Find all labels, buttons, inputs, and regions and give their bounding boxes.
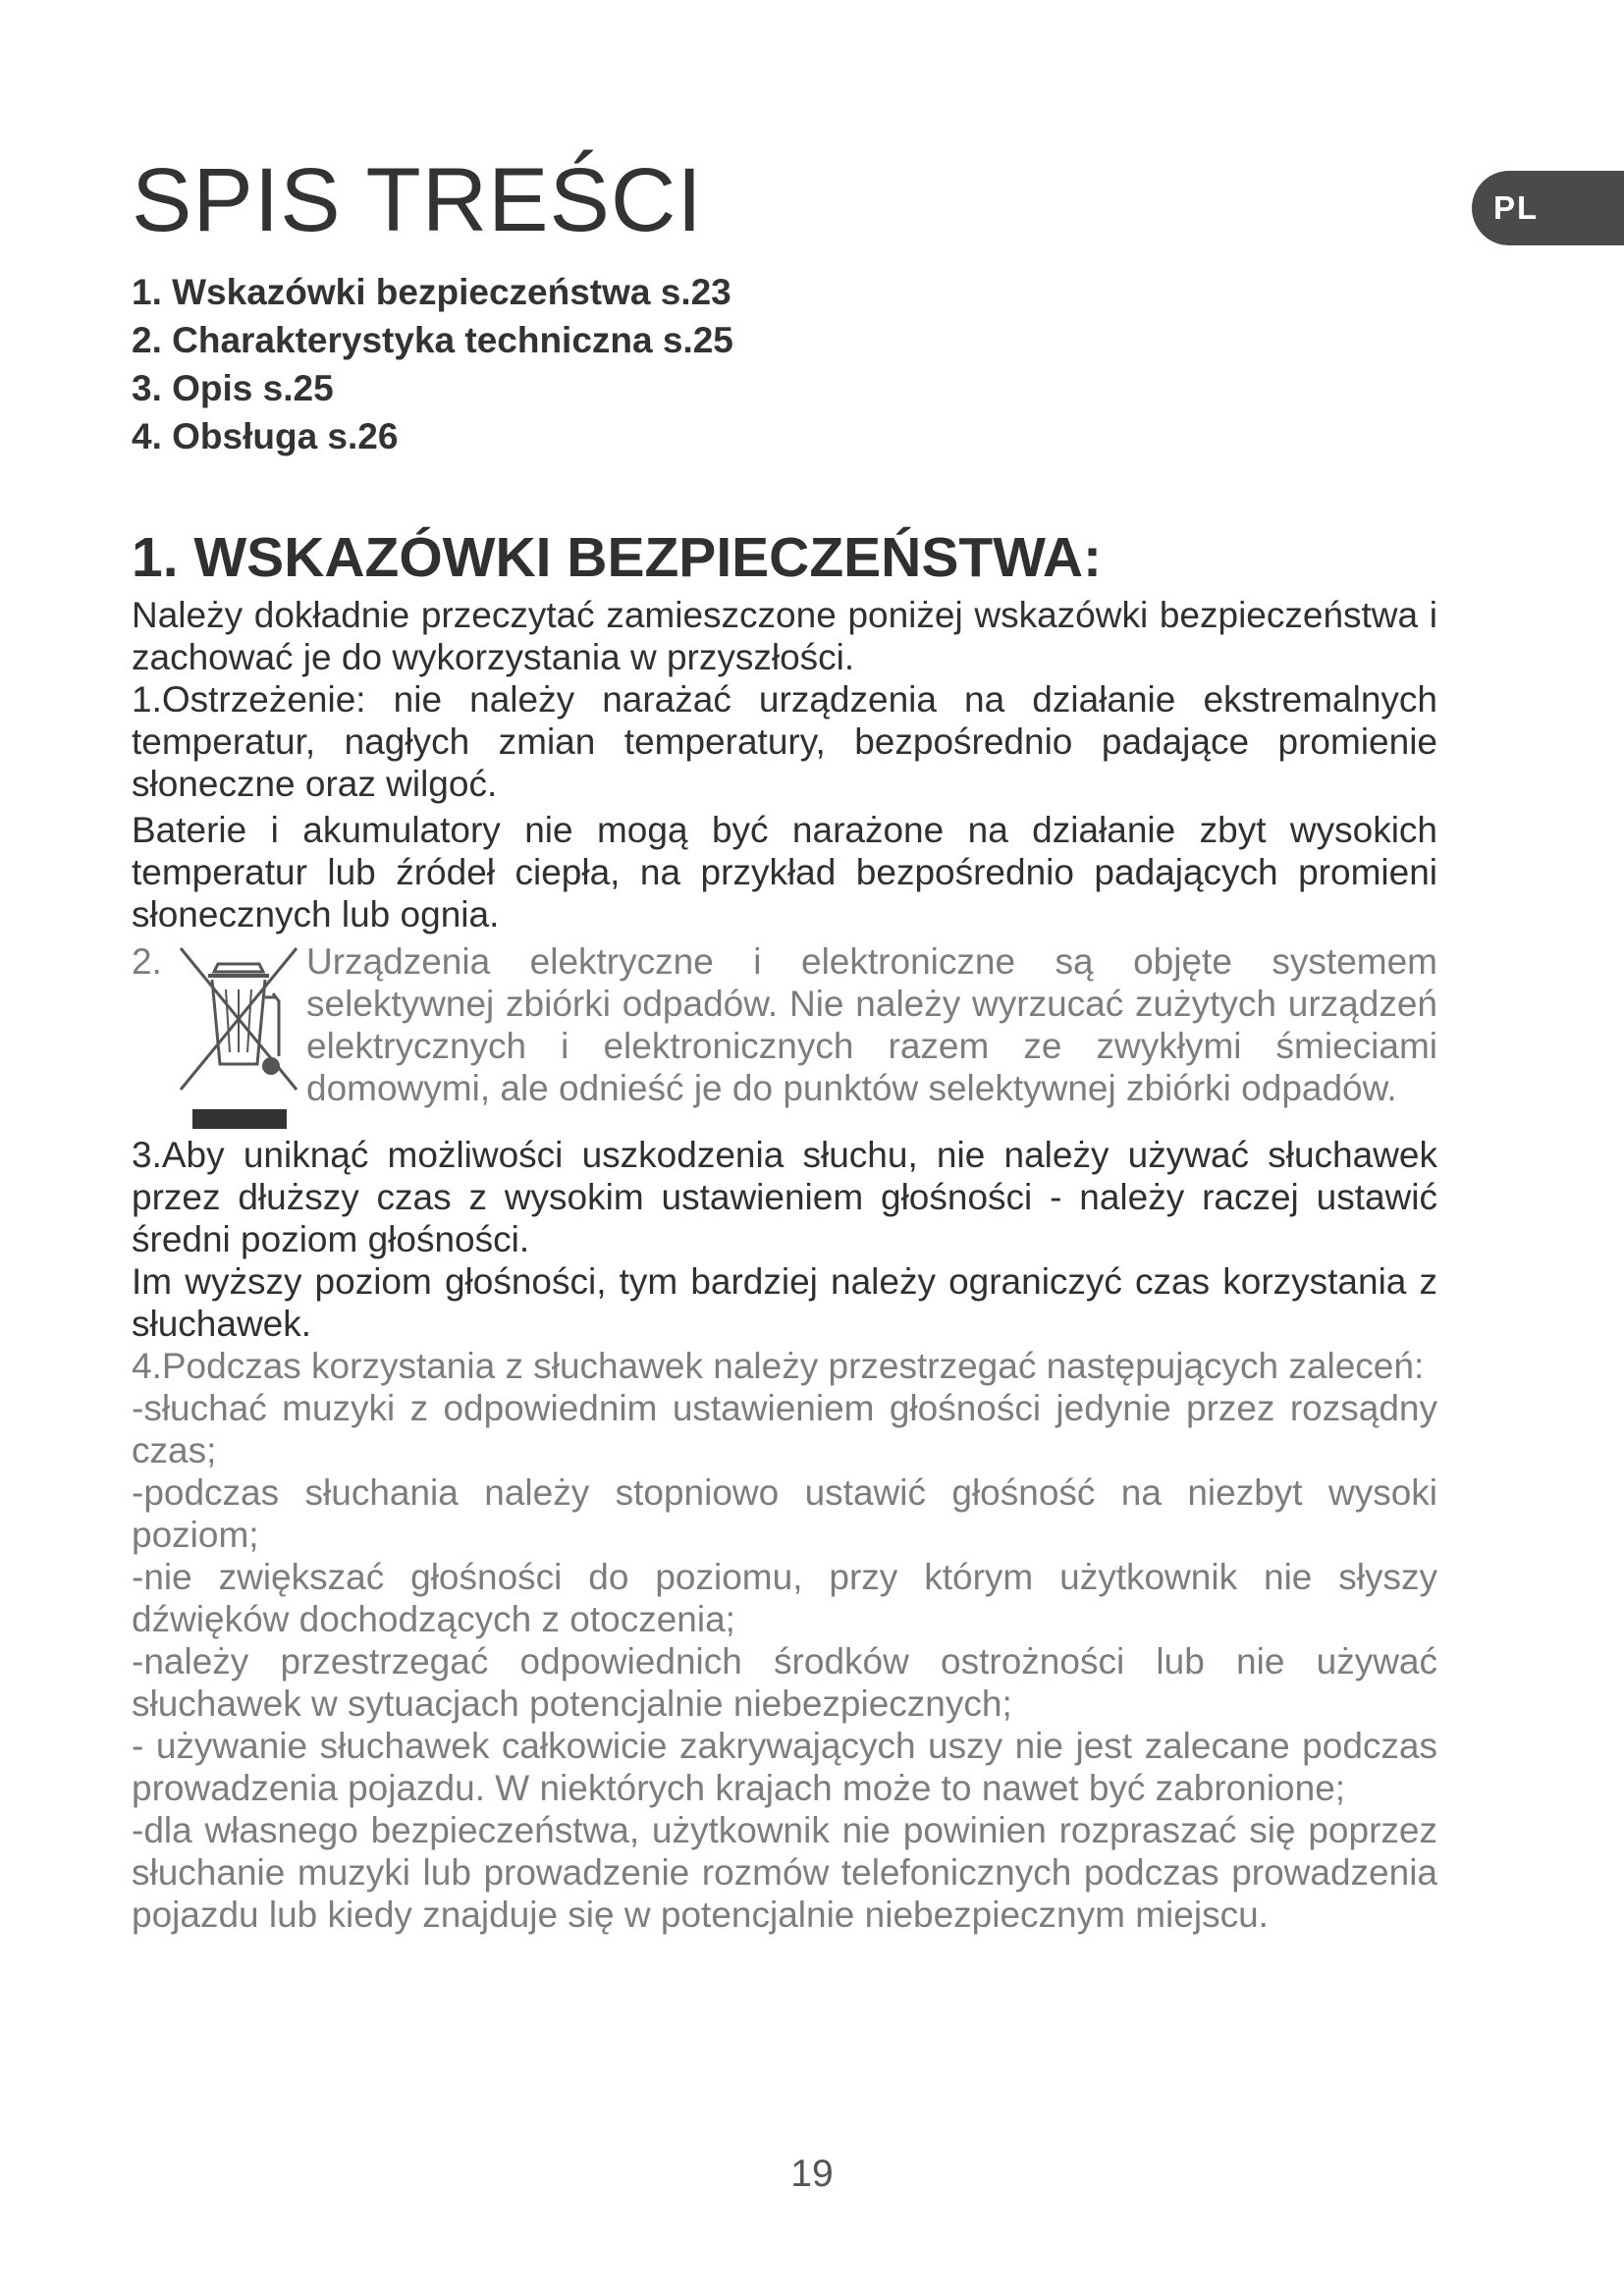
warning-4-item: -słuchać muzyki z odpowiednim ustawieniem głośności jedynie przez rozsądny czas; — [132, 1388, 1437, 1470]
toc-title: SPIS TREŚCI — [132, 150, 703, 250]
toc-item-operation: 4. Obsługa s.26 — [132, 416, 399, 456]
warning-4-intro: 4.Podczas korzystania z słuchawek należy przestrzegać następujących zaleceń: — [132, 1346, 1425, 1386]
volume-note-paragraph: Im wyższy poziom głośności, tym bardziej należy ograniczyć czas korzystania z słuchawek. — [132, 1261, 1437, 1344]
crossed-out-wheelie-bin-icon — [175, 942, 302, 1135]
page-number: 19 — [790, 2153, 834, 2195]
warning-4-item: - używanie słuchawek całkowicie zakrywających uszy nie jest zalecane podczas prowadzenia pojazdu. W niektórych krajach może to nawet być zabronione; — [132, 1726, 1437, 1808]
safety-section-body — [132, 594, 1437, 1936]
toc-item-description: 3. Opis s.25 — [132, 368, 334, 408]
warning-4-item: -dla własnego bezpieczeństwa, użytkownik nie powinien rozpraszać się poprzez słuchanie muzyki lub prowadzenie rozmów telefonicznych podczas prowadzenia pojazdu lub kiedy znajduje się w potencjalnie niebezpiecznym miejscu. — [132, 1810, 1437, 1935]
warning-2-text: Urządzenia elektryczne i elektroniczne są objęte systemem selektywnej zbiórki odpadów. Nie należy wyrzucać zużytych urządzeń elektrycznych i elektronicznych razem ze zwykłymi śmieciami domowymi, ale odnieść je do punktów selektywnej zbiórki odpadów. — [306, 941, 1437, 1108]
warning-4-block — [132, 1345, 1437, 1936]
warning-4-item: -nie zwiększać głośności do poziomu, przy którym użytkownik nie słyszy dźwięków dochodzących z otoczenia; — [132, 1557, 1437, 1639]
warning-1-paragraph: 1.Ostrzeżenie: nie należy narażać urządzenia na działanie ekstremalnych temperatur, nagłych zmian temperatury, bezpośrednio padające promienie słoneczne oraz wilgoć. — [132, 679, 1437, 804]
warning-3-paragraph: 3.Aby uniknąć możliwości uszkodzenia słuchu, nie należy używać słuchawek przez dłuższy czas z wysokim ustawieniem głośności - należy raczej ustawić średni poziom głośności. — [132, 1135, 1437, 1259]
toc-item-specs: 2. Charakterystyka techniczna s.25 — [132, 320, 733, 360]
warning-2-number: 2. — [132, 941, 162, 982]
language-tab: PL — [1472, 171, 1624, 245]
warning-4-item: -podczas słuchania należy stopniowo ustawić głośność na niezbyt wysoki poziom; — [132, 1472, 1437, 1555]
warning-4-item: -należy przestrzegać odpowiednich środków ostrożności lub nie używać słuchawek w sytuacjach potencjalnie niebezpiecznych; — [132, 1641, 1437, 1724]
toc-list — [132, 270, 733, 462]
section-title: 1. WSKAZÓWKI BEZPIECZEŃSTWA: — [132, 526, 1102, 589]
warning-2-block — [132, 940, 1437, 1134]
intro-paragraph: Należy dokładnie przeczytać zamieszczone poniżej wskazówki bezpieczeństwa i zachować je do wykorzystania w przyszłości. — [132, 595, 1437, 677]
toc-item-safety: 1. Wskazówki bezpieczeństwa s.23 — [132, 272, 731, 312]
batteries-paragraph: Baterie i akumulatory nie mogą być narażone na działanie zbyt wysokich temperatur lub źródeł ciepła, na przykład bezpośrednio padających promieni słonecznych lub ognia. — [132, 810, 1437, 934]
